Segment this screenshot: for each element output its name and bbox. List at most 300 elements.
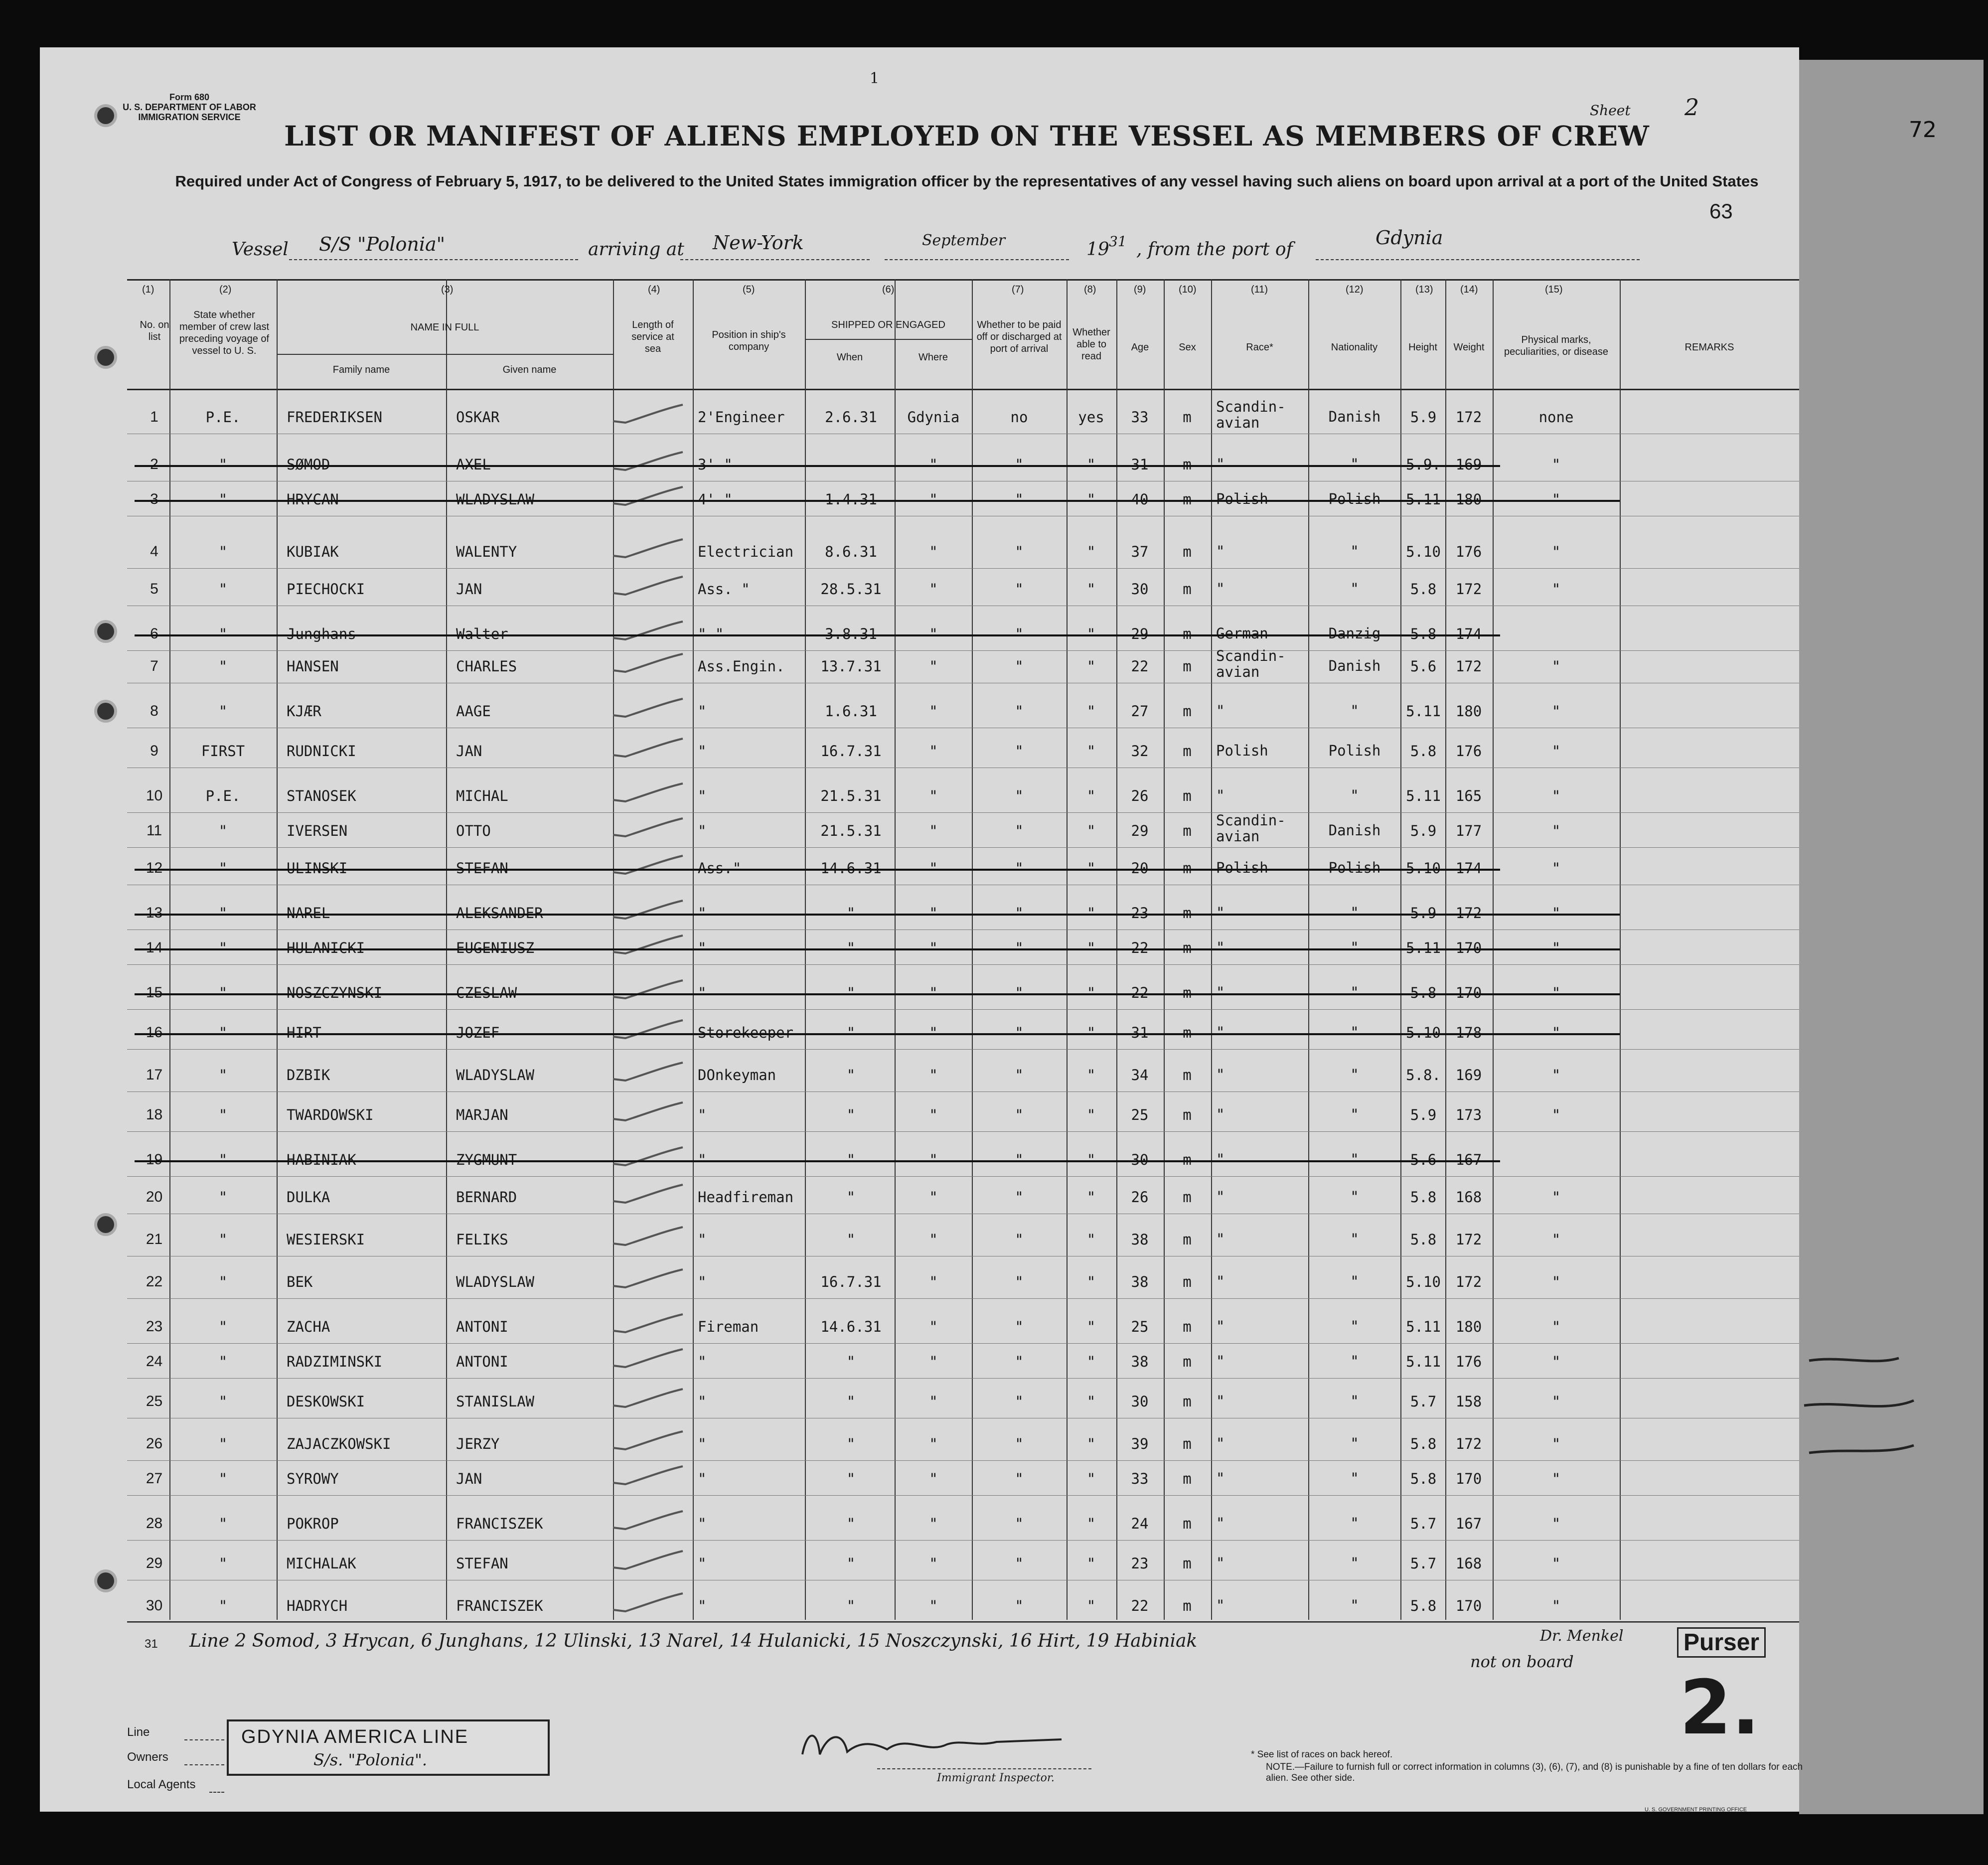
cell-race: " [1216,1188,1225,1205]
stamp-vessel-name: S/s. "Polonia". [313,1750,427,1769]
cell-no: 2 [150,456,158,472]
cell-where: " [929,1470,938,1487]
cell-nat: Danish [1328,408,1381,425]
cell-prev: " [218,1067,228,1084]
cell-nat: " [1350,1151,1359,1168]
cell-where: " [929,1393,938,1410]
cell-age: 38 [1131,1273,1149,1290]
cell-nat: " [1350,904,1359,921]
cell-height: 5.10 [1406,1024,1441,1041]
cell-no: 3 [150,491,158,507]
cell-given: ZYGMUNT [456,1151,517,1168]
cell-height: 5.10 [1406,860,1441,877]
cell-marks: " [1551,1318,1561,1335]
cell-where: " [929,703,938,720]
cell-age: 22 [1131,1597,1149,1614]
cell-marks: " [1551,1106,1561,1123]
cell-where: " [929,1231,938,1248]
cell-when: " [846,1024,856,1041]
cell-family: ZACHA [287,1318,330,1335]
cell-no: 7 [150,658,158,674]
cell-paid: " [1015,703,1024,720]
cell-where: " [929,1189,938,1206]
service-check-mark [611,698,685,718]
cell-sex: m [1183,543,1192,560]
cell-given: MICHAL [456,787,508,804]
cell-nat: " [1350,1024,1359,1041]
strike-through-line [135,1033,1620,1035]
cell-position: " [698,1106,707,1123]
local-agents-label: Local Agents [127,1778,196,1791]
handwritten-not-on-board-note: Line 2 Somod, 3 Hrycan, 6 Junghans, 12 Ulinski, 13 Narel, 14 Hulanicki, 15 Noszczynski, 16 Hirt, 19 Habiniak [189,1631,1198,1651]
cell-where: " [929,905,938,922]
cell-age: 38 [1131,1231,1149,1248]
cell-position: " [698,905,707,922]
service-check-mark [611,653,685,673]
cell-age: 26 [1131,1189,1149,1206]
cell-age: 29 [1131,822,1149,839]
cell-where: " [929,860,938,877]
strike-through-line [135,465,1500,467]
cell-when: 21.5.31 [820,822,882,839]
cell-height: 5.8 [1410,581,1437,598]
cell-height: 5.11 [1406,1318,1441,1335]
cell-sex: m [1183,1189,1192,1206]
cell-position: 4' " [698,491,733,508]
cell-no: 16 [146,1024,163,1041]
cell-family: HABINIAK [287,1151,356,1168]
cell-given: AXEL [456,456,491,473]
header-race: Race* [1246,342,1273,353]
cell-prev: P.E. [205,787,241,804]
cell-given: JAN [456,1470,482,1487]
strike-through-line [135,500,1620,502]
cell-sex: m [1183,703,1192,720]
binder-hole [97,1572,114,1589]
binder-hole [97,107,114,124]
cell-race: Scandin- avian [1216,647,1286,680]
service-check-mark [611,1268,685,1288]
cell-no: 20 [146,1189,163,1205]
cell-prev: " [218,581,228,598]
form-identifier [120,92,259,122]
cell-sex: m [1183,1435,1192,1452]
cell-weight: 170 [1455,1470,1482,1487]
cell-family: NAREL [287,905,330,922]
cell-read: " [1086,939,1096,956]
cell-no: 4 [150,543,158,560]
stamp-company-name: GDYNIA AMERICA LINE [241,1726,469,1747]
service-check-mark [611,738,685,758]
cell-when: " [846,905,856,922]
cell-position: DOnkeyman [698,1067,776,1084]
cell-no: 9 [150,743,158,759]
cell-given: AAGE [456,703,491,720]
cell-marks: " [1551,543,1561,560]
cell-when: 13.7.31 [820,658,882,675]
service-check-mark [611,934,685,954]
cell-position: " [698,1393,707,1410]
cell-nat: " [1350,1231,1359,1247]
cell-marks: " [1551,1067,1561,1084]
cell-paid: " [1015,860,1024,877]
cell-age: 23 [1131,905,1149,922]
cell-when: " [846,984,856,1001]
cell-marks: " [1551,1470,1561,1487]
cell-weight: 169 [1455,456,1482,473]
cell-marks: " [1551,491,1561,508]
cell-paid: " [1015,1597,1024,1614]
cell-age: 30 [1131,1151,1149,1168]
service-check-mark [611,1062,685,1082]
cell-sex: m [1183,658,1192,675]
cell-height: 5.6 [1410,658,1437,675]
service-check-mark [611,451,685,471]
header-family-name: Family name [332,364,390,375]
cell-read: " [1086,581,1096,598]
cell-race: " [1216,939,1225,956]
cell-read: " [1086,860,1096,877]
cell-position: Ass. " [698,581,750,598]
cell-given: Walter [456,625,508,642]
cell-read: " [1086,1393,1096,1410]
cell-marks: " [1551,984,1561,1001]
column-number: (5) [743,284,755,295]
cell-paid: " [1015,1555,1024,1572]
adjacent-page-edge [1799,60,1984,1814]
cell-paid: " [1015,1353,1024,1370]
cell-no: 14 [146,939,163,956]
column-number: (2) [219,284,232,295]
cell-nat: Polish [1328,859,1381,876]
cell-when: 14.6.31 [820,1318,882,1335]
cell-when: 8.6.31 [825,543,877,560]
service-check-mark [611,817,685,837]
service-check-mark [611,1019,685,1039]
adjacent-page-handwriting [1799,1306,1924,1505]
header-sex: Sex [1179,342,1196,353]
cell-marks: " [1551,456,1561,473]
cell-read: " [1086,491,1096,508]
cell-given: JERZY [456,1435,500,1452]
cell-family: KJÆR [287,703,321,720]
cell-no: 23 [146,1318,163,1335]
cell-no: 24 [146,1353,163,1370]
cell-read: yes [1078,409,1104,426]
vessel-label: Vessel [232,239,289,260]
cell-age: 22 [1131,658,1149,675]
cell-no: 26 [146,1435,163,1452]
department-name: U. S. DEPARTMENT OF LABOR [123,102,256,112]
cell-nat: " [1350,984,1359,1001]
cell-no: 15 [146,984,163,1001]
cell-family: HRYCAN [287,491,339,508]
binder-hole [97,623,114,640]
cell-age: 31 [1131,1024,1149,1041]
cell-no: 22 [146,1273,163,1290]
cell-position: " [698,743,707,760]
service-check-mark [611,1146,685,1166]
cell-height: 5.11 [1406,703,1441,720]
cell-marks: " [1551,939,1561,956]
header-state-member: State whether member of crew last preceding voyage of vessel to U. S. [179,310,270,356]
cell-read: " [1086,1353,1096,1370]
cell-given: FRANCISZEK [456,1515,543,1532]
cell-marks: " [1551,703,1561,720]
cell-read: " [1086,1151,1096,1168]
cell-height: 5.6 [1410,1151,1437,1168]
inspector-signature [797,1724,1067,1769]
cell-prev: FIRST [201,743,245,760]
cell-given: CZESLAW [456,984,517,1001]
cell-paid: " [1015,787,1024,804]
cell-read: " [1086,905,1096,922]
cell-when: 1.4.31 [825,491,877,508]
cell-family: ULINSKI [287,860,348,877]
cell-height: 5.8 [1410,1597,1437,1614]
cell-age: 25 [1131,1318,1149,1335]
column-number: (12) [1346,284,1364,295]
cell-nat: " [1350,1393,1359,1409]
cell-family: POKROP [287,1515,339,1532]
service-check-mark [611,1550,685,1570]
cell-weight: 172 [1455,409,1482,426]
header-where: Where [918,352,948,363]
cell-given: WALENTY [456,543,517,560]
cell-when: 16.7.31 [820,743,882,760]
cell-age: 26 [1131,787,1149,804]
cell-when: " [846,1067,856,1084]
cell-family: TWARDOWSKI [287,1106,374,1123]
cell-sex: m [1183,456,1192,473]
cell-paid: " [1015,1435,1024,1452]
cell-read: " [1086,1515,1096,1532]
cell-family: DESKOWSKI [287,1393,365,1410]
cell-nat: " [1350,1318,1359,1335]
cell-position: Storekeeper [698,1024,794,1041]
cell-given: WLADYSLAW [456,1273,535,1290]
cell-race: " [1216,1435,1225,1452]
cell-family: DZBIK [287,1067,330,1084]
cell-race: " [1216,1318,1225,1335]
cell-height: 5.9 [1410,822,1437,839]
cell-paid: " [1015,581,1024,598]
cell-when: 3.8.31 [825,625,877,642]
cell-prev: " [218,1151,228,1168]
cell-prev: " [218,1470,228,1487]
header-no-on-list: No. on list [140,319,169,342]
cell-position: Ass." [698,860,742,877]
header-position: Position in ship's company [712,329,786,352]
column-number: (13) [1415,284,1433,295]
cell-given: STEFAN [456,1555,508,1572]
cell-marks: " [1551,1189,1561,1206]
cell-family: HADRYCH [287,1597,348,1614]
cell-sex: m [1183,1555,1192,1572]
cell-no: 10 [146,787,163,804]
cell-position: Electrician [698,543,794,560]
cell-nat: " [1350,580,1359,597]
cell-paid: " [1015,1189,1024,1206]
cell-where: Gdynia [907,409,960,426]
cell-prev: " [218,1435,228,1452]
cell-family: STANOSEK [287,787,356,804]
page-number: 1 [870,70,880,87]
cell-prev: " [218,1273,228,1290]
cell-where: " [929,939,938,956]
cell-prev: " [218,822,228,839]
cell-age: 24 [1131,1515,1149,1532]
cell-where: " [929,787,938,804]
cell-sex: m [1183,822,1192,839]
cell-prev: " [218,1597,228,1614]
from-port: Gdynia [1376,227,1443,249]
cell-family: Junghans [287,625,356,642]
service-check-mark [611,1348,685,1368]
cell-sex: m [1183,1231,1192,1248]
sheet-number-large: 2. [1680,1665,1760,1751]
row-number-31: 31 [145,1637,158,1651]
cell-where: " [929,1597,938,1614]
cell-given: WLADYSLAW [456,1067,535,1084]
cell-family: DULKA [287,1189,330,1206]
cell-family: RADZIMINSKI [287,1353,383,1370]
header-given-name: Given name [502,364,557,375]
cell-paid: no [1010,409,1028,426]
cell-paid: " [1015,1470,1024,1487]
cell-age: 33 [1131,409,1149,426]
cell-prev: " [218,1555,228,1572]
service-name: IMMIGRATION SERVICE [138,112,241,122]
from-label: , from the port of [1136,239,1293,260]
strike-through-line [135,634,1500,636]
service-check-mark [611,1313,685,1333]
cell-prev: " [218,860,228,877]
arriving-label: arriving at [588,239,684,260]
cell-given: OSKAR [456,409,500,426]
cell-race: " [1216,1106,1225,1123]
service-check-mark [611,486,685,506]
cell-paid: " [1015,1024,1024,1041]
cell-read: " [1086,984,1096,1001]
cell-prev: " [218,1393,228,1410]
cell-race: Scandin- avian [1216,812,1286,845]
cell-marks: " [1551,1597,1561,1614]
cell-weight: 176 [1455,743,1482,760]
header-age: Age [1131,342,1149,353]
column-number: (3) [441,284,454,295]
cell-height: 5.8. [1406,1067,1441,1084]
inspector-label: Immigrant Inspector. [937,1772,1055,1784]
cell-paid: " [1015,984,1024,1001]
cell-weight: 180 [1455,1318,1482,1335]
cell-race: " [1216,1470,1225,1487]
cell-weight: 180 [1455,491,1482,508]
cell-read: " [1086,543,1096,560]
cell-sex: m [1183,860,1192,877]
cell-paid: " [1015,743,1024,760]
cell-prev: " [218,703,228,720]
cell-no: 18 [146,1106,163,1123]
cell-sex: m [1183,787,1192,804]
cell-marks: " [1551,1273,1561,1290]
cell-paid: " [1015,1231,1024,1248]
cell-where: " [929,1318,938,1335]
cell-position: " [698,1515,707,1532]
cell-nat: " [1350,1106,1359,1123]
line-label: Line [127,1725,150,1739]
cell-paid: " [1015,543,1024,560]
cell-family: IVERSEN [287,822,348,839]
cell-paid: " [1015,625,1024,642]
cell-position: " [698,1555,707,1572]
header-height: Height [1408,342,1437,353]
column-number: (4) [648,284,660,295]
cell-read: " [1086,1273,1096,1290]
cell-no: 29 [146,1555,163,1571]
cell-read: " [1086,625,1096,642]
cell-paid: " [1015,1515,1024,1532]
cell-prev: " [218,1515,228,1532]
cell-height: 5.8 [1410,625,1437,642]
cell-weight: 170 [1455,1597,1482,1614]
cell-race: " [1216,787,1225,804]
cell-where: " [929,743,938,760]
cell-where: " [929,456,938,473]
printer-imprint: U. S. GOVERNMENT PRINTING OFFICE [1645,1807,1747,1813]
cell-height: 5.7 [1410,1515,1437,1532]
column-number: (11) [1251,284,1268,295]
cell-read: " [1086,703,1096,720]
cell-race: " [1216,1515,1225,1532]
column-number: (9) [1134,284,1146,295]
column-number: (1) [142,284,154,295]
cell-position: " [698,1151,707,1168]
cell-prev: " [218,456,228,473]
cell-marks: " [1551,1024,1561,1041]
cell-read: " [1086,1555,1096,1572]
cell-race: " [1216,580,1225,597]
cell-age: 25 [1131,1106,1149,1123]
cell-family: WESIERSKI [287,1231,365,1248]
cell-height: 5.11 [1406,939,1441,956]
cell-sex: m [1183,1024,1192,1041]
cell-prev: " [218,1353,228,1370]
cell-when: 14.6.31 [820,860,882,877]
cell-prev: " [218,1024,228,1041]
header-when: When [836,352,863,363]
owners-label: Owners [127,1750,168,1764]
header-physical-marks: Physical marks, peculiarities, or disease [1504,334,1608,357]
cell-sex: m [1183,1106,1192,1123]
cell-given: ALEKSANDER [456,905,543,922]
year-suffix: 31 [1109,233,1127,250]
cell-no: 1 [150,409,158,425]
cell-height: 5.10 [1406,1273,1441,1290]
service-check-mark [611,1184,685,1204]
cell-when: " [846,1189,856,1206]
cell-prev: " [218,491,228,508]
column-number: (8) [1084,284,1096,295]
cell-position: " " [698,625,724,642]
cell-given: ANTONI [456,1353,508,1370]
cell-age: 23 [1131,1555,1149,1572]
cell-age: 39 [1131,1435,1149,1452]
cell-age: 29 [1131,625,1149,642]
cell-given: STANISLAW [456,1393,535,1410]
cell-weight: 180 [1455,703,1482,720]
cell-when: " [846,1515,856,1532]
